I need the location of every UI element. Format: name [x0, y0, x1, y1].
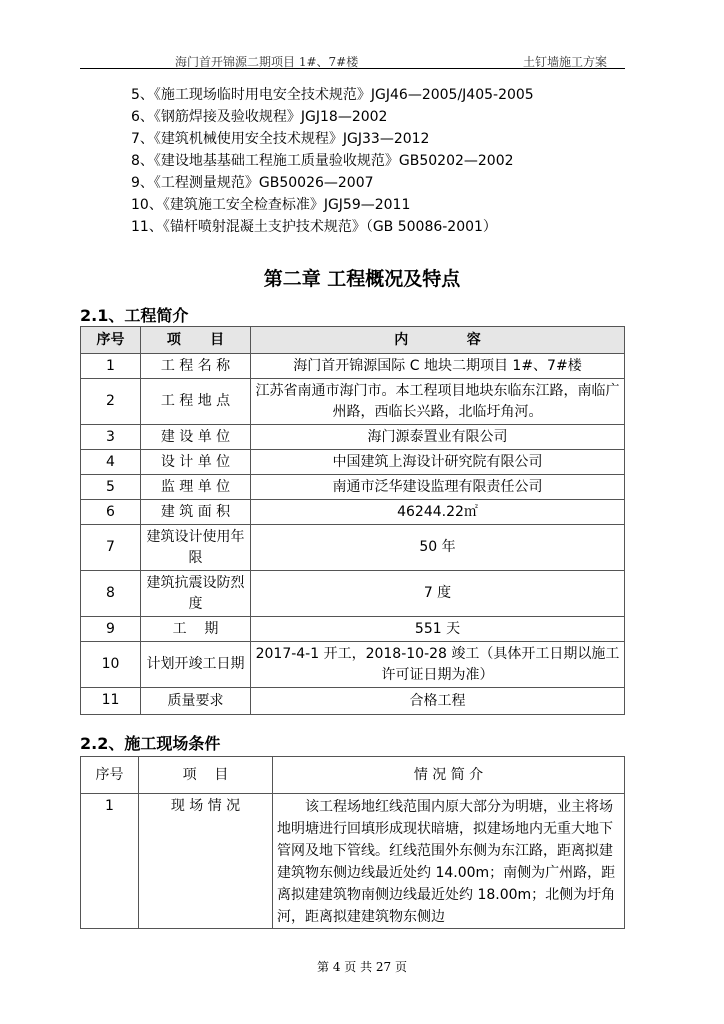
row-item: 工 程 地 点 [141, 379, 251, 425]
row-content: 江苏省南通市海门市。本工程项目地块东临东江路，南临广州路，西临长兴路，北临圩角河。 [251, 379, 625, 425]
row-item: 工 程 名 称 [141, 354, 251, 379]
table-row [81, 450, 625, 475]
row-item: 现 场 情 况 [139, 794, 273, 929]
table-row [81, 525, 625, 571]
row-number: 3 [81, 425, 141, 450]
table-header-row [81, 757, 625, 794]
header-cell: 项 目 [141, 327, 251, 354]
reference-item: 5、《施工现场临时用电安全技术规范》JGJ46—2005/J405-2005 [131, 87, 534, 103]
row-item: 建 筑 面 积 [141, 500, 251, 525]
table-row [81, 571, 625, 617]
header-cell: 序号 [81, 757, 139, 794]
table-row [81, 475, 625, 500]
row-content: 中国建筑上海设计研究院有限公司 [251, 450, 625, 475]
table-row [81, 688, 625, 715]
table-row [81, 794, 625, 929]
section-title-project-overview: 2.1、工程简介 [80, 306, 189, 325]
row-item: 建筑抗震设防烈度 [141, 571, 251, 617]
row-number: 11 [81, 688, 141, 715]
row-number: 1 [81, 794, 139, 929]
row-content: 海门首开锦源国际 C 地块二期项目 1#、7#楼 [251, 354, 625, 379]
table-row [81, 642, 625, 688]
row-content: 2017-4-1 开工，2018-10-28 竣工（具体开工日期以施工许可证日期为准） [251, 642, 625, 688]
row-content: 46244.22㎡ [251, 500, 625, 525]
row-content: 50 年 [251, 525, 625, 571]
header-cell: 项 目 [139, 757, 273, 794]
row-content: 该工程场地红线范围内原大部分为明塘，业主将场地明塘进行回填形成现状暗塘，拟建场地内无重大地下管网及地下管线。红线范围外东侧为东江路，距离拟建建筑物东侧边线最近处约 14.00m；南侧为广州路，距离拟建建筑物南侧边线最近处约 18.00m；北侧为圩角河，距离拟建建筑物东侧边 [273, 794, 625, 929]
row-item: 建 设 单 位 [141, 425, 251, 450]
row-item: 质量要求 [141, 688, 251, 715]
row-content: 551 天 [251, 617, 625, 642]
row-item: 计划开竣工日期 [141, 642, 251, 688]
page-header [80, 50, 625, 69]
header-cell: 内 容 [251, 327, 625, 354]
row-content: 南通市泛华建设监理有限责任公司 [251, 475, 625, 500]
row-number: 2 [81, 379, 141, 425]
page-footer: 第 4 页 共 27 页 [317, 960, 407, 974]
row-content: 合格工程 [251, 688, 625, 715]
reference-item: 7、《建筑机械使用安全技术规程》JGJ33—2012 [131, 131, 430, 147]
reference-list [131, 84, 534, 238]
row-number: 1 [81, 354, 141, 379]
chapter-title: 第二章 工程概况及特点 [263, 268, 461, 290]
table-header-row [81, 327, 625, 354]
row-number: 5 [81, 475, 141, 500]
table-row [81, 354, 625, 379]
row-item: 监 理 单 位 [141, 475, 251, 500]
reference-item: 10、《建筑施工安全检查标准》JGJ59—2011 [131, 197, 411, 213]
table-row [81, 500, 625, 525]
row-content: 7 度 [251, 571, 625, 617]
reference-item: 8、《建设地基基础工程施工质量验收规范》GB50202—2002 [131, 153, 514, 169]
row-number: 6 [81, 500, 141, 525]
header-cell: 序号 [81, 327, 141, 354]
row-number: 9 [81, 617, 141, 642]
site-conditions-table [80, 756, 625, 929]
table-row [81, 617, 625, 642]
header-document-title: 土钉墙施工方案 [522, 55, 607, 69]
reference-item: 6、《钢筋焊接及验收规程》JGJ18—2002 [131, 109, 388, 125]
row-item: 设 计 单 位 [141, 450, 251, 475]
row-number: 10 [81, 642, 141, 688]
table-row [81, 425, 625, 450]
row-number: 7 [81, 525, 141, 571]
row-number: 8 [81, 571, 141, 617]
row-content: 海门源泰置业有限公司 [251, 425, 625, 450]
reference-item: 9、《工程测量规范》GB50026—2007 [131, 175, 374, 191]
project-overview-table [80, 326, 625, 715]
row-item: 建筑设计使用年限 [141, 525, 251, 571]
reference-item: 11、《锚杆喷射混凝土支护技术规范》（GB 50086-2001） [131, 219, 497, 235]
table-row [81, 379, 625, 425]
section-title-site-conditions: 2.2、施工现场条件 [80, 734, 221, 753]
row-item: 工 期 [141, 617, 251, 642]
header-cell: 情 况 简 介 [273, 757, 625, 794]
header-project-name: 海门首开锦源二期项目 1#、7#楼 [175, 55, 359, 69]
row-number: 4 [81, 450, 141, 475]
